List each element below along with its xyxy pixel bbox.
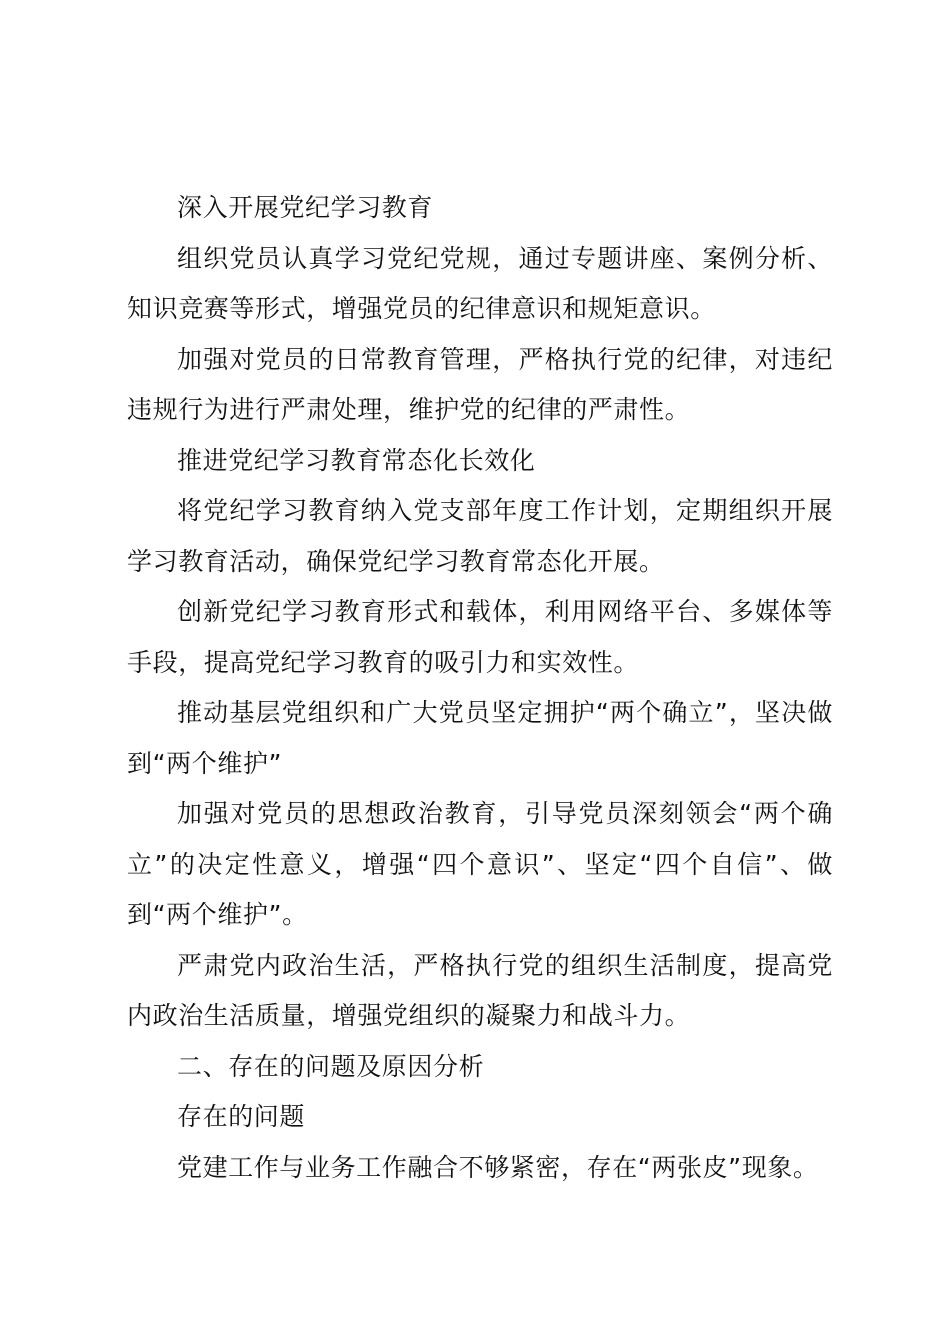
- body-paragraph: 加强对党员的思想政治教育，引导党员深刻领会“两个确立”的决定性意义，增强“四个意识”、坚定“四个自信”、做到“两个维护”。: [127, 799, 833, 929]
- body-paragraph: 将党纪学习教育纳入党支部年度工作计划，定期组织开展学习教育活动，确保党纪学习教育常态化开展。: [127, 496, 833, 576]
- body-paragraph: 创新党纪学习教育形式和载体，利用网络平台、多媒体等手段，提高党纪学习教育的吸引力和实效性。: [127, 597, 833, 677]
- section-heading: 深入开展党纪学习教育: [177, 193, 434, 222]
- body-paragraph: 严肃党内政治生活，严格执行党的组织生活制度，提高党内政治生活质量，增强党组织的凝聚力和战斗力。: [127, 950, 833, 1030]
- chapter-heading: 二、存在的问题及原因分析: [177, 1051, 485, 1081]
- body-paragraph: 党建工作与业务工作融合不够紧密，存在“两张皮”现象。: [177, 1152, 819, 1182]
- section-heading: 推动基层党组织和广大党员坚定拥护“两个确立”，坚决做到“两个维护”: [127, 698, 833, 778]
- body-paragraph: 组织党员认真学习党纪党规，通过专题讲座、案例分析、知识竞赛等形式，增强党员的纪律意识和规矩意识。: [127, 243, 833, 323]
- document-body: [127, 183, 833, 1193]
- section-heading: 存在的问题: [177, 1102, 306, 1131]
- body-paragraph: 加强对党员的日常教育管理，严格执行党的纪律，对违纪违规行为进行严肃处理，维护党的纪律的严肃性。: [127, 344, 833, 424]
- section-heading: 推进党纪学习教育常态化长效化: [177, 445, 536, 475]
